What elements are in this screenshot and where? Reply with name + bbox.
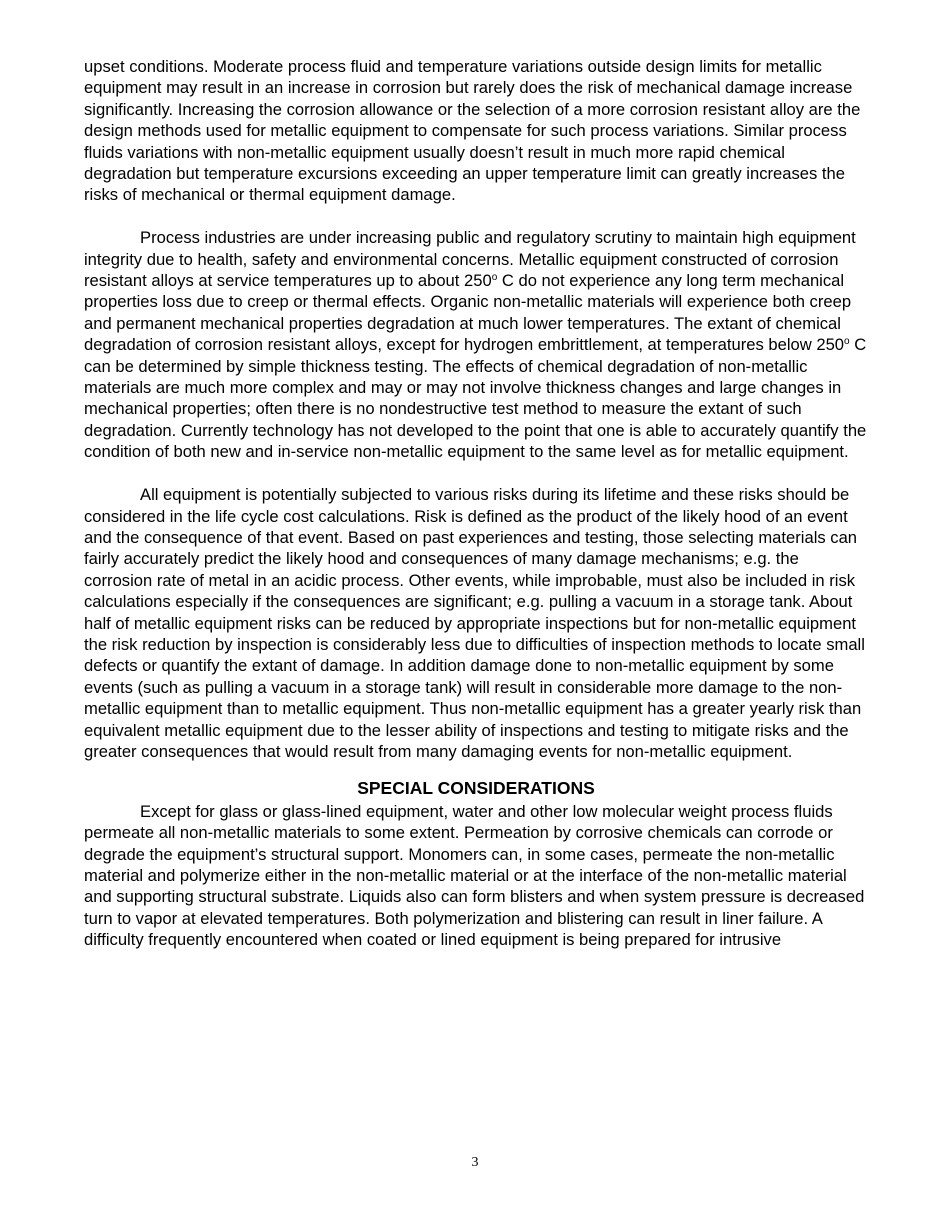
paragraph-2-text-a: Process industries are under increasing public and regulatory scrutiny to maintain high equipment integrity due to health, safety and environmental concerns. Metallic equipment constructed of corrosion resistant alloys at service temperatures up to about 250 xyxy=(84,228,856,291)
section-heading: SPECIAL CONSIDERATIONS xyxy=(357,777,595,798)
paragraph-4: Except for glass or glass-lined equipment, water and other low molecular weight process fluids permeate all non-metallic materials to some extent. Permeation by corrosive chemicals can corrode or degrade the equipment’s structural support. Monomers can, in some cases, permeate the non-metallic material and polymerize either in the non-metallic material or at the interface of the non-metallic material and supporting structural substrate. Liquids also can form blisters and when system pressure is decreased turn to vapor at elevated temperatures. Both polymerization and blistering can result in liner failure. A difficulty frequently encountered when coated or lined equipment is being prepared for intrusive xyxy=(84,801,865,950)
paragraph-2 xyxy=(84,227,868,462)
degree-superscript-1: o xyxy=(491,272,498,284)
paragraph-2-text-c: C can be determined by simple thickness testing. The effects of chemical degradation of non-metallic materials are much more complex and may or may not involve thickness changes and large changes in mechanical properties; often there is no nondestructive test method to measure the extant of such degradation. Currently technology has not developed to the point that one is able to accurately quantify the condition of both new and in-service non-metallic equipment to the same level as for metallic equipment. xyxy=(84,335,867,462)
page-number: 3 xyxy=(471,1155,479,1170)
paragraph-3: All equipment is potentially subjected to various risks during its lifetime and these risks should be considered in the life cycle cost calculations. Risk is defined as the product of the likely hood of an event and the consequence of that event. Based on past experiences and testing, those selecting materials can fairly accurately predict the likely hood and consequences of many damage mechanisms; e.g. the corrosion rate of metal in an acidic process. Other events, while improbable, must also be included in risk calculations especially if the consequences are significant; e.g. pulling a vacuum in a storage tank. About half of metallic equipment risks can be reduced by appropriate inspections but for non-metallic equipment the risk reduction by inspection is considerably less due to difficulties of inspection methods to locate small defects or quantify the extant of damage. In addition damage done to non-metallic equipment by some events (such as pulling a vacuum in a storage tank) will result in considerable more damage to the non-metallic equipment than to metallic equipment. Thus non-metallic equipment has a greater yearly risk than equivalent metallic equipment due to the lesser ability of inspections and testing to mitigate risks and the greater consequences that would result from many damaging events for non-metallic equipment. xyxy=(84,485,865,761)
document-body xyxy=(84,56,868,972)
degree-superscript-2: o xyxy=(844,336,850,348)
paragraph-1: upset conditions. Moderate process fluid and temperature variations outside design limits for metallic equipment may result in an increase in corrosion but rarely does the risk of mechanical damage increase significantly. Increasing the corrosion allowance or the selection of a more corrosion resistant alloy are the design methods used for metallic equipment to compensate for such process variations. Similar process fluids variations with non-metallic equipment usually doesn’t result in much more rapid chemical degradation but temperature excursions exceeding an upper temperature limit can greatly increases the risks of mechanical or thermal equipment damage. xyxy=(84,57,861,205)
paragraph-2-text-b: C do not experience any long term mechanical properties loss due to creep or thermal effects. Organic non-metallic materials will experience both creep and permanent mechanical properties degradation at much lower temperatures. The extant of chemical degradation of corrosion resistant alloys, except for hydrogen embrittlement, at temperatures below 250 xyxy=(84,271,852,355)
